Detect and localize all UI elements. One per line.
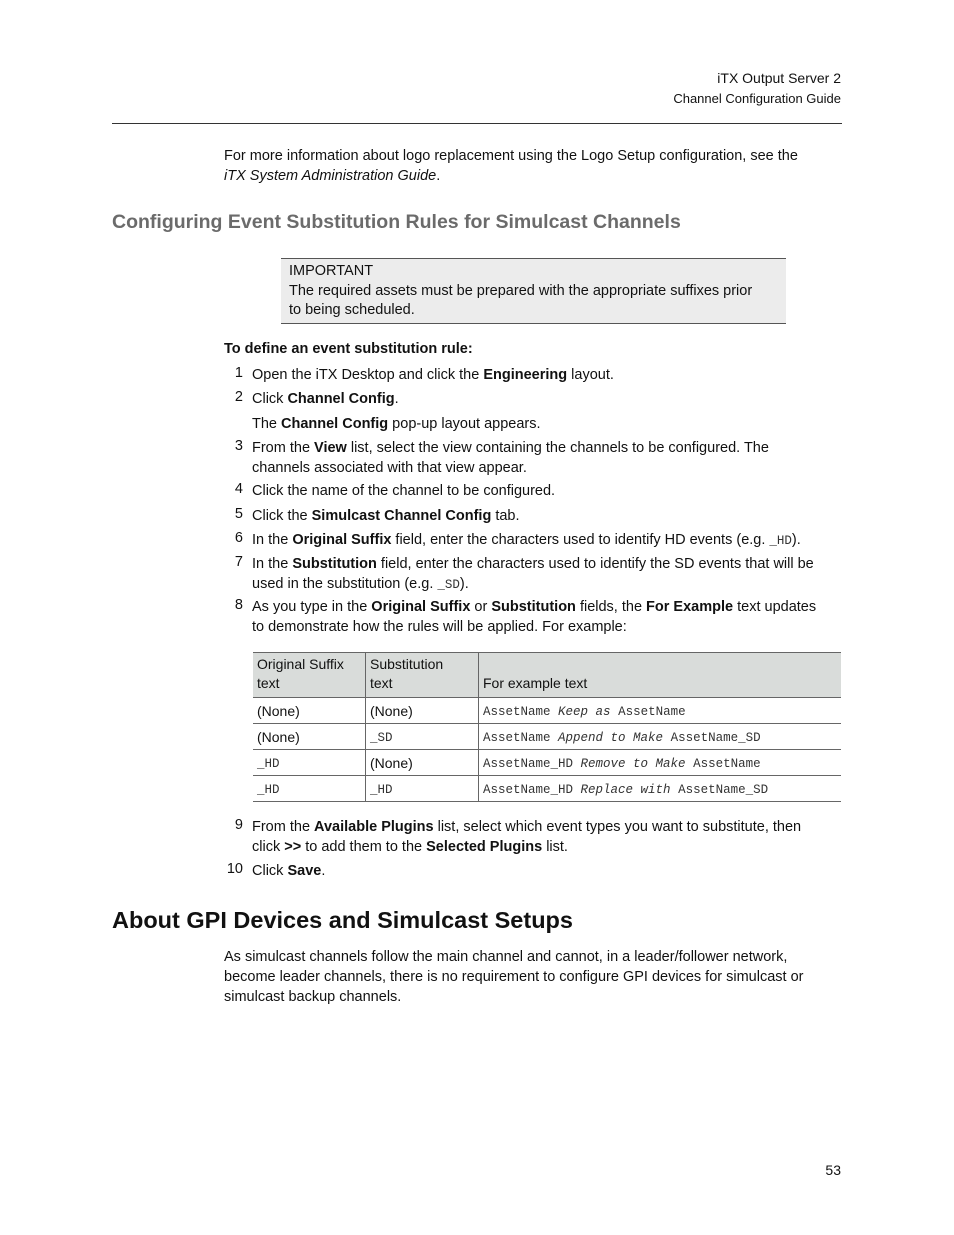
ui-term: View (314, 440, 347, 456)
paragraph-line: As simulcast channels follow the main channel and cannot, in a leader/follower network, (224, 949, 788, 965)
cell-original-suffix: (None) (253, 698, 366, 724)
section-heading-gpi-devices: About GPI Devices and Simulcast Setups (112, 907, 573, 933)
step-text: or (470, 599, 492, 615)
step-text: tab. (491, 508, 520, 524)
column-header-for-example: For example text (479, 653, 842, 698)
header-guide-title: Channel Configuration Guide (673, 91, 841, 106)
note-line-2: to being scheduled. (289, 302, 415, 318)
step-number: 4 (234, 481, 243, 497)
cell-substitution: (None) (366, 750, 479, 776)
ui-term: Available Plugins (314, 819, 434, 835)
cell-substitution: _HD (366, 776, 479, 802)
header-rule (112, 123, 842, 124)
step-number: 8 (234, 597, 243, 613)
step-text: As you type in the (252, 599, 372, 615)
cell-for-example: AssetName_HD Replace with AssetName_SD (479, 776, 842, 802)
step-text: . (394, 391, 399, 407)
intro-text: For more information about logo replacement using the Logo Setup configuration, see the (224, 148, 798, 164)
step-text: From the (252, 440, 315, 456)
step-text: ). (791, 532, 801, 548)
intro-period: . (436, 168, 441, 184)
ui-term: Simulcast Channel Config (311, 508, 492, 524)
step-text: In the (252, 532, 293, 548)
step-text: list, select the view containing the channels to be configured. The (346, 440, 769, 456)
cell-original-suffix: _HD (253, 750, 366, 776)
substitution-example-table (253, 652, 841, 802)
step-text: pop-up layout appears. (388, 416, 541, 432)
step-text: . (321, 863, 326, 879)
step-text: ). (459, 576, 469, 592)
step-text: fields, the (575, 599, 647, 615)
code-suffix: _HD (769, 534, 792, 548)
column-header-substitution: Substitution text (366, 653, 479, 698)
step-text: From the (252, 819, 315, 835)
step-text: Open the iTX Desktop and click the (252, 367, 484, 383)
cell-substitution: _SD (366, 724, 479, 750)
column-header-original-suffix: Original Suffix text (253, 653, 366, 698)
cell-original-suffix: _HD (253, 776, 366, 802)
admin-guide-reference: iTX System Administration Guide (224, 168, 437, 184)
step-text: field, enter the characters used to identify the SD events that will be (376, 556, 814, 572)
cell-for-example: AssetName_HD Remove to Make AssetName (479, 750, 842, 776)
step-text: The (252, 416, 282, 432)
step-number: 3 (234, 438, 243, 454)
step-text: Click (252, 863, 288, 879)
step-text: Click the name of the channel to be configured. (252, 483, 556, 499)
step-text: to demonstrate how the rules will be applied. For example: (252, 619, 627, 635)
cell-original-suffix: (None) (253, 724, 366, 750)
note-line-1: The required assets must be prepared with the appropriate suffixes prior (289, 282, 753, 299)
important-note (281, 258, 786, 324)
step-text: Click (252, 391, 288, 407)
step-number: 5 (234, 506, 243, 522)
code-suffix: _SD (437, 578, 460, 592)
ui-term: Original Suffix (292, 532, 392, 548)
step-text: used in the substitution (e.g. (252, 576, 438, 592)
step-text: list. (542, 839, 568, 855)
procedure-title: To define an event substitution rule: (224, 341, 473, 357)
ui-term: Channel Config (281, 416, 389, 432)
note-label: IMPORTANT (289, 263, 374, 279)
step-text: In the (252, 556, 293, 572)
ui-term: For Example (646, 599, 734, 615)
paragraph-line: become leader channels, there is no requirement to configure GPI devices for simulcast or (224, 969, 804, 985)
step-text: field, enter the characters used to identify HD events (e.g. (391, 532, 770, 548)
step-number: 2 (234, 389, 243, 405)
ui-term: Channel Config (287, 391, 395, 407)
cell-for-example: AssetName Keep as AssetName (479, 698, 842, 724)
step-number: 1 (234, 365, 243, 381)
ui-term: Substitution (292, 556, 377, 572)
table-row (253, 750, 841, 776)
step-text: text updates (733, 599, 817, 615)
paragraph-line: simulcast backup channels. (224, 989, 402, 1005)
step-text: Click the (252, 508, 312, 524)
ui-term: Selected Plugins (426, 839, 543, 855)
step-text: list, select which event types you want to substitute, then (433, 819, 802, 835)
step-text: layout. (567, 367, 614, 383)
step-text: channels associated with that view appear. (252, 460, 527, 476)
header-product: iTX Output Server 2 (717, 70, 841, 86)
table-header-row (253, 653, 841, 698)
gpi-paragraph (224, 947, 844, 1007)
step-number: 6 (234, 530, 243, 546)
step-number: 9 (234, 817, 243, 833)
ui-term: Original Suffix (371, 599, 471, 615)
step-text: to add them to the (301, 839, 427, 855)
cell-substitution: (None) (366, 698, 479, 724)
cell-for-example: AssetName Append to Make AssetName_SD (479, 724, 842, 750)
intro-paragraph (224, 146, 844, 186)
ui-term: >> (284, 839, 302, 855)
table-row (253, 724, 841, 750)
step-number: 7 (234, 554, 243, 570)
step-number: 10 (226, 861, 243, 877)
page-number: 53 (825, 1162, 841, 1178)
table-row (253, 698, 841, 724)
ui-term: Engineering (483, 367, 568, 383)
table-row (253, 776, 841, 802)
ui-term: Save (287, 863, 322, 879)
ui-term: Substitution (491, 599, 576, 615)
step-text: click (252, 839, 285, 855)
section-heading-substitution-rules: Configuring Event Substitution Rules for Simulcast Channels (112, 211, 681, 233)
